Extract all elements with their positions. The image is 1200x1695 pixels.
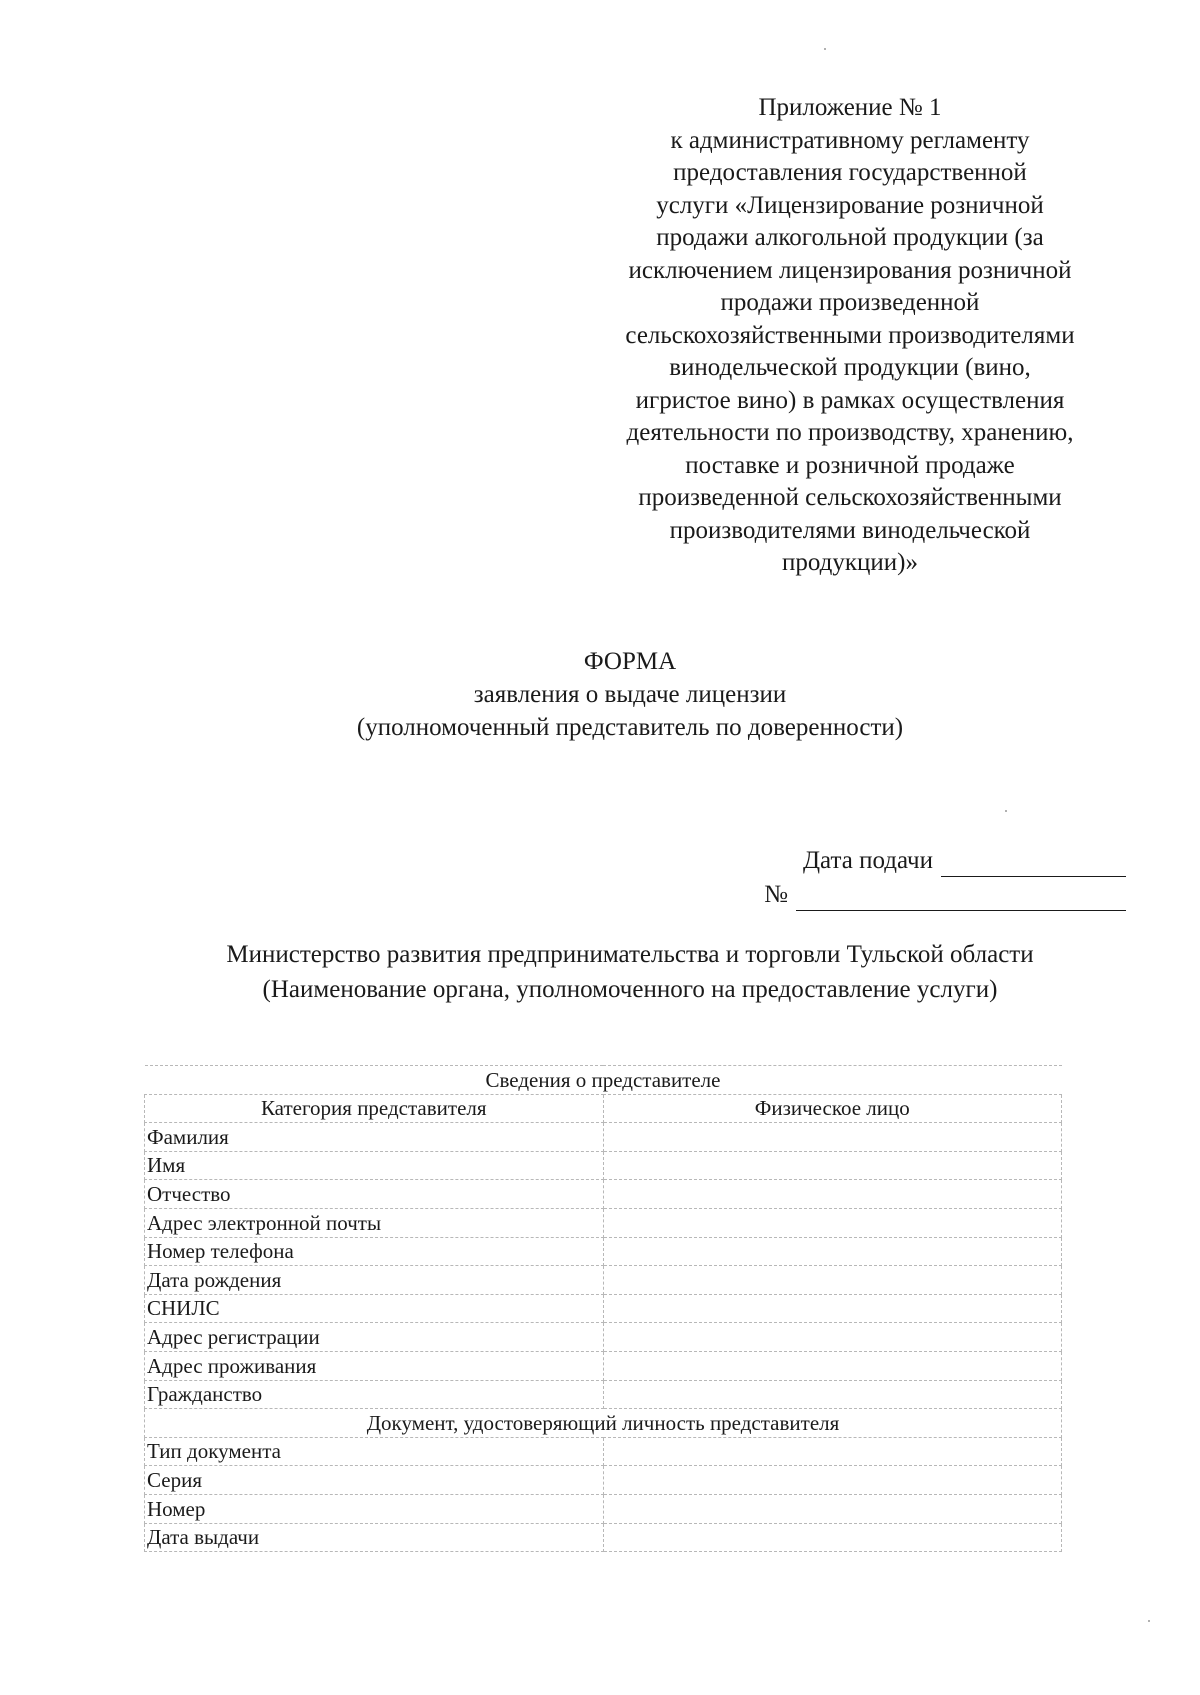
field-value-cell[interactable] [603, 1523, 1062, 1552]
table-row [145, 1323, 1062, 1352]
field-label: Фамилия [145, 1123, 604, 1152]
appendix-line: Приложение № 1 [758, 94, 942, 121]
authority-name: Министерство развития предпринимательства и торговли Тульской области [226, 941, 1034, 968]
submission-number-field[interactable] [796, 884, 1126, 911]
table-row [145, 1151, 1062, 1180]
submission-number-label: № [764, 881, 788, 908]
submission-date-label: Дата подачи [802, 847, 933, 874]
field-value-cell[interactable] [603, 1123, 1062, 1152]
table-row [145, 1208, 1062, 1237]
field-label: Номер [145, 1494, 604, 1523]
appendix-line: продукции)» [782, 549, 918, 576]
field-value-cell[interactable] [603, 1151, 1062, 1180]
appendix-line: винодельческой продукции (вино, [669, 354, 1031, 381]
table-row [145, 1123, 1062, 1152]
category-value: Физическое лицо [603, 1094, 1062, 1123]
field-label: Тип документа [145, 1437, 604, 1466]
field-value-cell[interactable] [603, 1351, 1062, 1380]
field-value-cell[interactable] [603, 1437, 1062, 1466]
field-value-cell[interactable] [603, 1208, 1062, 1237]
appendix-line: услуги «Лицензирование розничной [656, 191, 1044, 219]
form-title-block [0, 645, 1200, 744]
table-row [145, 1351, 1062, 1380]
field-label: Отчество [145, 1180, 604, 1209]
field-label: Серия [145, 1466, 604, 1495]
field-label: Адрес проживания [145, 1351, 604, 1380]
scan-speck [1148, 1620, 1150, 1622]
section-document-header: Документ, удостоверяющий личность представителя [145, 1409, 1062, 1438]
form-note: (уполномоченный представитель по доверенности) [356, 714, 904, 741]
appendix-line: продажи алкогольной продукции (за [656, 224, 1044, 251]
appendix-header [580, 92, 1120, 580]
representative-table [144, 1065, 1062, 1552]
table-row [145, 1180, 1062, 1209]
appendix-line: поставке и розничной продаже [685, 451, 1015, 479]
field-value-cell[interactable] [603, 1294, 1062, 1323]
field-value-cell[interactable] [603, 1380, 1062, 1409]
field-label: Дата выдачи [145, 1523, 604, 1552]
section-representative-header: Сведения о представителе [145, 1066, 1062, 1095]
table-section-row [145, 1066, 1062, 1095]
table-row [145, 1523, 1062, 1552]
table-row [145, 1266, 1062, 1295]
form-title: ФОРМА [583, 648, 677, 675]
field-label: Номер телефона [145, 1237, 604, 1266]
field-label: Имя [145, 1151, 604, 1180]
appendix-line: продажи произведенной [720, 289, 980, 316]
submission-date-field[interactable] [941, 850, 1126, 877]
table-row [145, 1380, 1062, 1409]
appendix-line: предоставления государственной [673, 159, 1027, 186]
table-row [145, 1466, 1062, 1495]
field-value-cell[interactable] [603, 1466, 1062, 1495]
appendix-line: к административному регламенту [670, 126, 1030, 154]
appendix-line: производителями винодельческой [669, 516, 1031, 544]
form-subtitle: заявления о выдаче лицензии [473, 681, 787, 708]
field-label: СНИЛС [145, 1294, 604, 1323]
field-label: Дата рождения [145, 1266, 604, 1295]
field-value-cell[interactable] [603, 1323, 1062, 1352]
field-value-cell[interactable] [603, 1237, 1062, 1266]
submission-number-row [756, 877, 1126, 911]
submission-block [756, 843, 1126, 911]
field-label: Гражданство [145, 1380, 604, 1409]
table-row [145, 1294, 1062, 1323]
field-value-cell[interactable] [603, 1266, 1062, 1295]
appendix-line: игристое вино) в рамках осуществления [635, 386, 1065, 414]
authority-caption: (Наименование органа, уполномоченного на предоставление услуги) [262, 976, 998, 1003]
table-row [145, 1094, 1062, 1123]
scan-speck [824, 48, 826, 50]
field-label: Адрес регистрации [145, 1323, 604, 1352]
appendix-line: произведенной сельскохозяйственными [638, 484, 1062, 511]
category-label: Категория представителя [145, 1094, 604, 1123]
field-value-cell[interactable] [603, 1494, 1062, 1523]
table-row [145, 1237, 1062, 1266]
scan-speck [1005, 810, 1007, 812]
table-row [145, 1437, 1062, 1466]
appendix-line: деятельности по производству, хранению, [626, 419, 1074, 446]
table-section-row [145, 1409, 1062, 1438]
field-label: Адрес электронной почты [145, 1208, 604, 1237]
submission-date-row [756, 843, 1126, 877]
field-value-cell[interactable] [603, 1180, 1062, 1209]
table-row [145, 1494, 1062, 1523]
authority-block [0, 937, 1200, 1007]
appendix-line: сельскохозяйственными производителями [625, 321, 1075, 349]
appendix-line: исключением лицензирования розничной [628, 256, 1072, 284]
